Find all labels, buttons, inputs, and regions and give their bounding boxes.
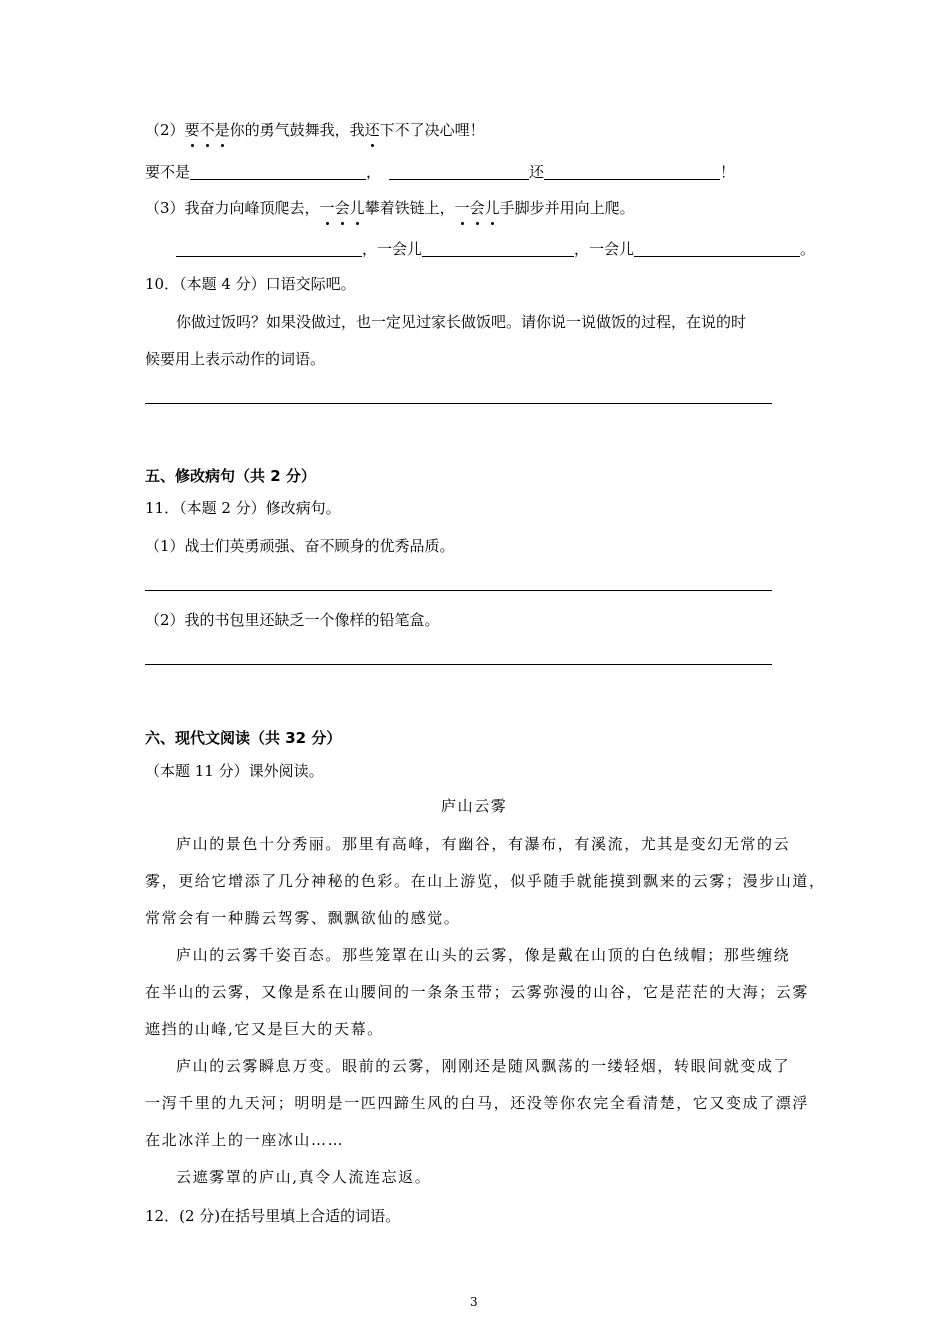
passage-p2-line1: 庐山的云雾千姿百态。那些笼罩在山头的云雾，像是戴在山顶的白色绒帽；那些缠绕 bbox=[176, 946, 791, 964]
q9-s2-end: 下不了决心哩！ bbox=[379, 121, 485, 139]
q9-fill-2 bbox=[145, 162, 735, 182]
q9-s3-end: 手脚步并用向上爬。 bbox=[499, 199, 635, 217]
passage-p4: 云遮雾罩的庐山,真令人流连忘返。 bbox=[176, 1168, 432, 1186]
q9-s3-prefix: （3）我奋力向峰顶爬去， bbox=[145, 199, 320, 217]
passage-p2-line2: 在半山的云雾，又像是系在山腰间的一条条玉带；云雾弥漫的山谷，它是茫茫的大海；云雾 bbox=[145, 983, 810, 1001]
q10-answer-line[interactable] bbox=[145, 403, 772, 404]
passage-p3-line1: 庐山的云雾瞬息万变。眼前的云雾，刚刚还是随风飘荡的一缕轻烟，转眼间就变成了 bbox=[176, 1057, 791, 1075]
passage-p2-line3: 遮挡的山峰,它又是巨大的天幕。 bbox=[145, 1020, 384, 1038]
q11-answer-line-2[interactable] bbox=[145, 664, 772, 665]
emphasis-char: 不 bbox=[199, 121, 215, 139]
q9-s3-middle: 攀着铁链上， bbox=[364, 199, 455, 217]
fill-label: 要不是 bbox=[145, 163, 191, 181]
q12-title: 12．(2 分)在括号里填上合适的词语。 bbox=[145, 1207, 401, 1225]
fill-label: ！ bbox=[720, 163, 736, 181]
section-6-heading: 六、现代文阅读（共 32 分） bbox=[145, 729, 342, 747]
fill-label: 还 bbox=[529, 163, 545, 181]
answer-blank[interactable] bbox=[422, 240, 574, 257]
q9-sentence-3 bbox=[145, 198, 635, 218]
answer-blank[interactable] bbox=[634, 240, 800, 257]
passage-p3-line2: 一泻千里的九天河；明明是一匹四蹄生风的白马，还没等你农完全看清楚，它又变成了漂浮 bbox=[145, 1094, 810, 1112]
passage-title: 庐山云雾 bbox=[441, 797, 508, 815]
fill-label: ，一会儿 bbox=[574, 240, 635, 258]
q11-title: 11．（本题 2 分）修改病句。 bbox=[145, 499, 341, 517]
reading-intro: （本题 11 分）课外阅读。 bbox=[145, 762, 324, 780]
emphasis-char: 一 bbox=[454, 199, 470, 217]
emphasis-char: 要 bbox=[184, 121, 200, 139]
q11-item-2: （2）我的书包里还缺乏一个像样的铅笔盒。 bbox=[145, 611, 440, 629]
emphasis-char: 是 bbox=[214, 121, 230, 139]
q11-item-1: （1）战士们英勇顽强、奋不顾身的优秀品质。 bbox=[145, 537, 455, 555]
q9-s2-prefix: （2） bbox=[145, 121, 185, 139]
fill-label: 。 bbox=[800, 240, 816, 258]
passage-p1-line1: 庐山的景色十分秀丽。那里有高峰，有幽谷，有瀑布，有溪流，尤其是变幻无常的云 bbox=[176, 835, 791, 853]
q9-s2-middle: 你的勇气鼓舞我，我 bbox=[229, 121, 365, 139]
passage-p1-line3: 常常会有一种腾云驾雾、飘飘欲仙的感觉。 bbox=[145, 909, 461, 927]
q10-prompt-line1: 你做过饭吗？如果没做过，也一定见过家长做饭吧。请你说一说做饭的过程，在说的时 bbox=[176, 313, 747, 331]
answer-blank[interactable] bbox=[176, 240, 362, 257]
fill-label: ，一会儿 bbox=[362, 240, 423, 258]
emphasis-char: 会 bbox=[334, 199, 350, 217]
q10-prompt-line2: 候要用上表示动作的词语。 bbox=[145, 350, 326, 368]
emphasis-char: 儿 bbox=[484, 199, 500, 217]
passage-p1-line2: 雾，更给它增添了几分神秘的色彩。在山上游览，似乎随手就能摸到飘来的云雾；漫步山道， bbox=[145, 872, 826, 890]
q9-fill-3 bbox=[176, 239, 815, 259]
answer-blank[interactable] bbox=[389, 163, 529, 180]
answer-blank[interactable] bbox=[190, 163, 366, 180]
q11-answer-line-1[interactable] bbox=[145, 590, 772, 591]
section-5-heading: 五、修改病句（共 2 分） bbox=[145, 467, 316, 485]
passage-p3-line3: 在北冰洋上的一座冰山…… bbox=[145, 1131, 345, 1149]
emphasis-char: 还 bbox=[364, 121, 380, 139]
emphasis-char: 儿 bbox=[349, 199, 365, 217]
page-number: 3 bbox=[470, 1295, 478, 1309]
answer-blank[interactable] bbox=[544, 163, 720, 180]
emphasis-char: 一 bbox=[319, 199, 335, 217]
q10-title: 10．（本题 4 分）口语交际吧。 bbox=[145, 275, 356, 293]
emphasis-char: 会 bbox=[469, 199, 485, 217]
q9-sentence-2 bbox=[145, 120, 485, 140]
fill-label: ， bbox=[366, 163, 382, 181]
